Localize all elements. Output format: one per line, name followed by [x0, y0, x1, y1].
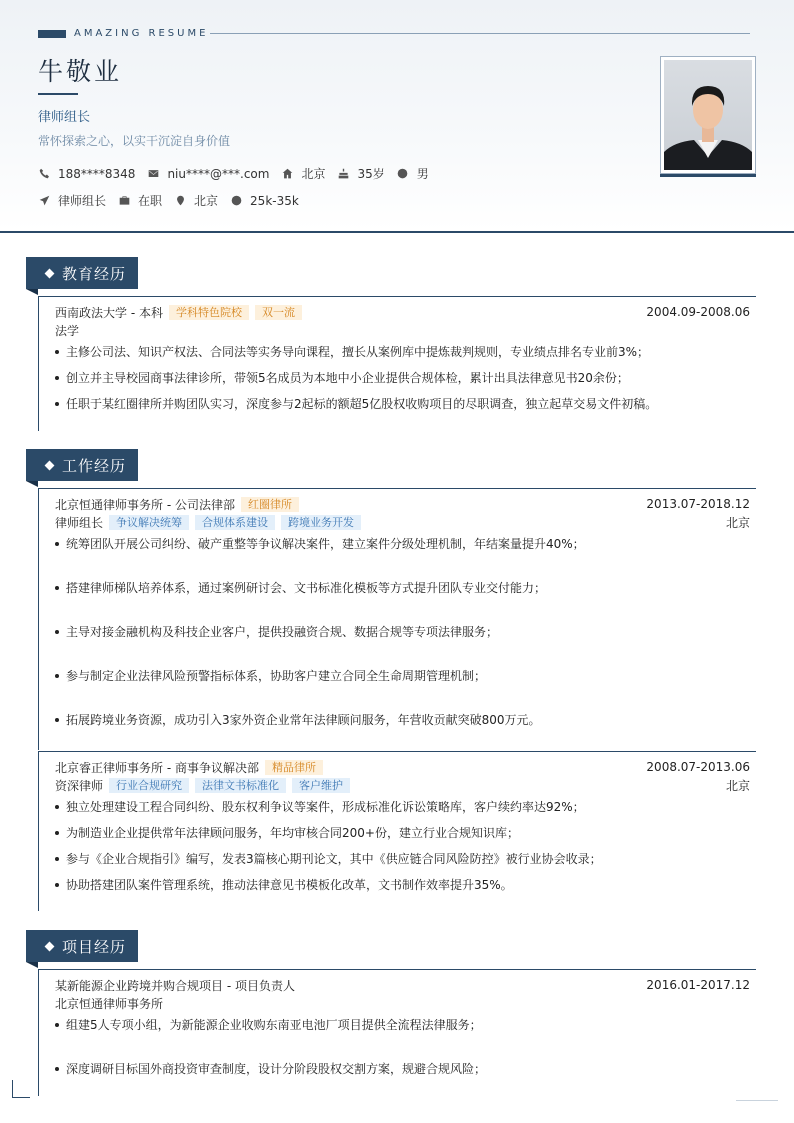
age-item [337, 165, 384, 182]
list-item: 独立处理建设工程合同纠纷、股东权利争议等案件，形成标准化诉讼策略库，客户续约率达92%； [55, 798, 585, 815]
education-heading [26, 257, 138, 289]
home-icon [281, 168, 293, 180]
job-block [38, 751, 756, 911]
avatar [664, 60, 752, 170]
work-heading [26, 449, 138, 481]
city-text: 北京 [301, 167, 326, 181]
project-date: 2016.01-2017.12 [646, 978, 750, 992]
job-role: 律师组长 [55, 515, 104, 530]
status-item [118, 192, 162, 209]
job-role-row [55, 776, 750, 794]
job-role: 资深律师 [55, 778, 104, 793]
mail-icon [147, 168, 159, 180]
salary-icon [230, 195, 242, 207]
status-text: 在职 [138, 194, 163, 208]
list-item: 为制造业企业提供常年法律顾问服务，年均审核合同200+份，建立行业合规知识库； [55, 824, 519, 841]
intent-city-item [174, 192, 218, 209]
diamond-icon [45, 268, 55, 278]
education-date: 2004.09-2008.06 [646, 305, 750, 319]
gender-text: 男 [416, 167, 429, 181]
project-block [38, 969, 756, 1096]
list-item: 组建5人专项小组，为新能源企业收购东南亚电池厂项目提供全流程法律服务； [55, 1016, 482, 1033]
school-badge: 双一流 [255, 305, 302, 320]
job-title: 律师组长 [38, 110, 91, 125]
project-name-row [55, 976, 750, 994]
motto: 常怀探索之心，以实干沉淀自身价值 [38, 134, 231, 148]
list-item: 主修公司法、知识产权法、合同法等实务导向课程，擅长从案例库中提炼裁判规则，专业绩点排名专业前3%； [55, 343, 649, 360]
job-company-row [55, 758, 750, 776]
cake-icon [337, 168, 349, 180]
age-text: 35岁 [357, 167, 385, 181]
send-icon [38, 195, 50, 207]
company-badge: 红圈律所 [241, 497, 299, 512]
project-name: 某新能源企业跨境并购合规项目 - 项目负责人 [55, 978, 295, 993]
company-badge: 精品律所 [265, 760, 323, 775]
tag-text: AMAZING RESUME [74, 28, 209, 39]
job-intent-row [38, 192, 311, 209]
list-item: 创立并主导校园商事法律诊所，带领5名成员为本地中小企业提供合规体检，累计出具法律意见书20余份； [55, 369, 629, 386]
candidate-name: 牛敬业 [38, 57, 123, 86]
diamond-icon [45, 460, 55, 470]
email-text: niu****@***.com [167, 166, 270, 181]
diamond-icon [45, 941, 55, 951]
list-item: 统筹团队开展公司纠纷、破产重整等争议解决案件，建立案件分级处理机制，年结案量提升40%； [55, 535, 585, 552]
skill-tag: 跨境业务开发 [281, 515, 361, 530]
list-item: 深度调研目标国外商投资审查制度，设计分阶段股权交割方案，规避合规风险； [55, 1060, 486, 1077]
intent-role-item [38, 192, 106, 209]
job-company-row [55, 495, 750, 513]
tag-divider [210, 33, 750, 34]
list-item: 参与《企业合规指引》编写，发表3篇核心期刊论文，其中《供应链合同风险防控》被行业协会收录； [55, 850, 602, 867]
gender-item [397, 165, 429, 182]
list-item: 搭建律师梯队培养体系，通过案例研讨会、文书标准化模板等方式提升团队专业交付能力； [55, 579, 546, 596]
job-date: 2013.07-2018.12 [646, 497, 750, 511]
job-city: 北京 [725, 515, 750, 530]
project-org: 北京恒通律师事务所 [55, 996, 164, 1011]
skill-tag: 争议解决统筹 [109, 515, 189, 530]
intent-role-text: 律师组长 [58, 194, 107, 208]
name-underline [38, 93, 78, 95]
project-heading-text: 项目经历 [62, 937, 127, 956]
project-org-row [55, 994, 750, 1012]
job-city: 北京 [725, 778, 750, 793]
job-role-row [55, 513, 750, 531]
skill-tag: 客户维护 [292, 778, 350, 793]
page-corner-line [736, 1100, 778, 1101]
school-badge: 学科特色院校 [169, 305, 249, 320]
education-heading-text: 教育经历 [62, 264, 127, 283]
phone-text: 188****8348 [58, 166, 136, 181]
gender-icon [397, 168, 409, 180]
skill-tag: 合规体系建设 [195, 515, 275, 530]
education-school-row [55, 303, 750, 321]
company-name: 北京睿正律师事务所 - 商事争议解决部 [55, 760, 259, 775]
email-item [147, 167, 269, 181]
major: 法学 [55, 323, 80, 338]
page-corner-mark [12, 1080, 30, 1098]
contact-row [38, 165, 441, 182]
work-heading-text: 工作经历 [62, 456, 127, 475]
phone-item [38, 167, 135, 181]
job-date: 2008.07-2013.06 [646, 760, 750, 774]
education-major-row [55, 321, 750, 339]
skill-tag: 法律文书标准化 [195, 778, 286, 793]
skill-tag: 行业合规研究 [109, 778, 189, 793]
list-item: 拓展跨境业务资源，成功引入3家外资企业常年法律顾问服务，年营收贡献突破800万元。 [55, 711, 541, 728]
list-item: 任职于某红圈律所并购团队实习，深度参与2起标的额超5亿股权收购项目的尽职调查，独立起草交易文件初稿。 [55, 395, 657, 412]
tag-bar [38, 30, 66, 38]
company-name: 北京恒通律师事务所 - 公司法律部 [55, 497, 235, 512]
resume-header [0, 0, 794, 233]
location-icon [174, 195, 186, 207]
salary-text: 25k-35k [250, 193, 299, 208]
intent-city-text: 北京 [194, 194, 219, 208]
phone-icon [38, 168, 50, 180]
profile-photo [660, 56, 756, 174]
list-item: 协助搭建团队案件管理系统，推动法律意见书模板化改革，文书制作效率提升35%。 [55, 876, 513, 893]
education-block [38, 296, 756, 431]
school-name: 西南政法大学 - 本科 [55, 305, 163, 320]
briefcase-icon [118, 195, 130, 207]
city-item [281, 165, 325, 182]
list-item: 参与制定企业法律风险预警指标体系，协助客户建立合同全生命周期管理机制； [55, 667, 486, 684]
project-heading [26, 930, 138, 962]
resume-tag [38, 28, 208, 39]
salary-item [230, 194, 299, 208]
list-item: 主导对接金融机构及科技企业客户，提供投融资合规、数据合规等专项法律服务； [55, 623, 498, 640]
job-block [38, 488, 756, 750]
